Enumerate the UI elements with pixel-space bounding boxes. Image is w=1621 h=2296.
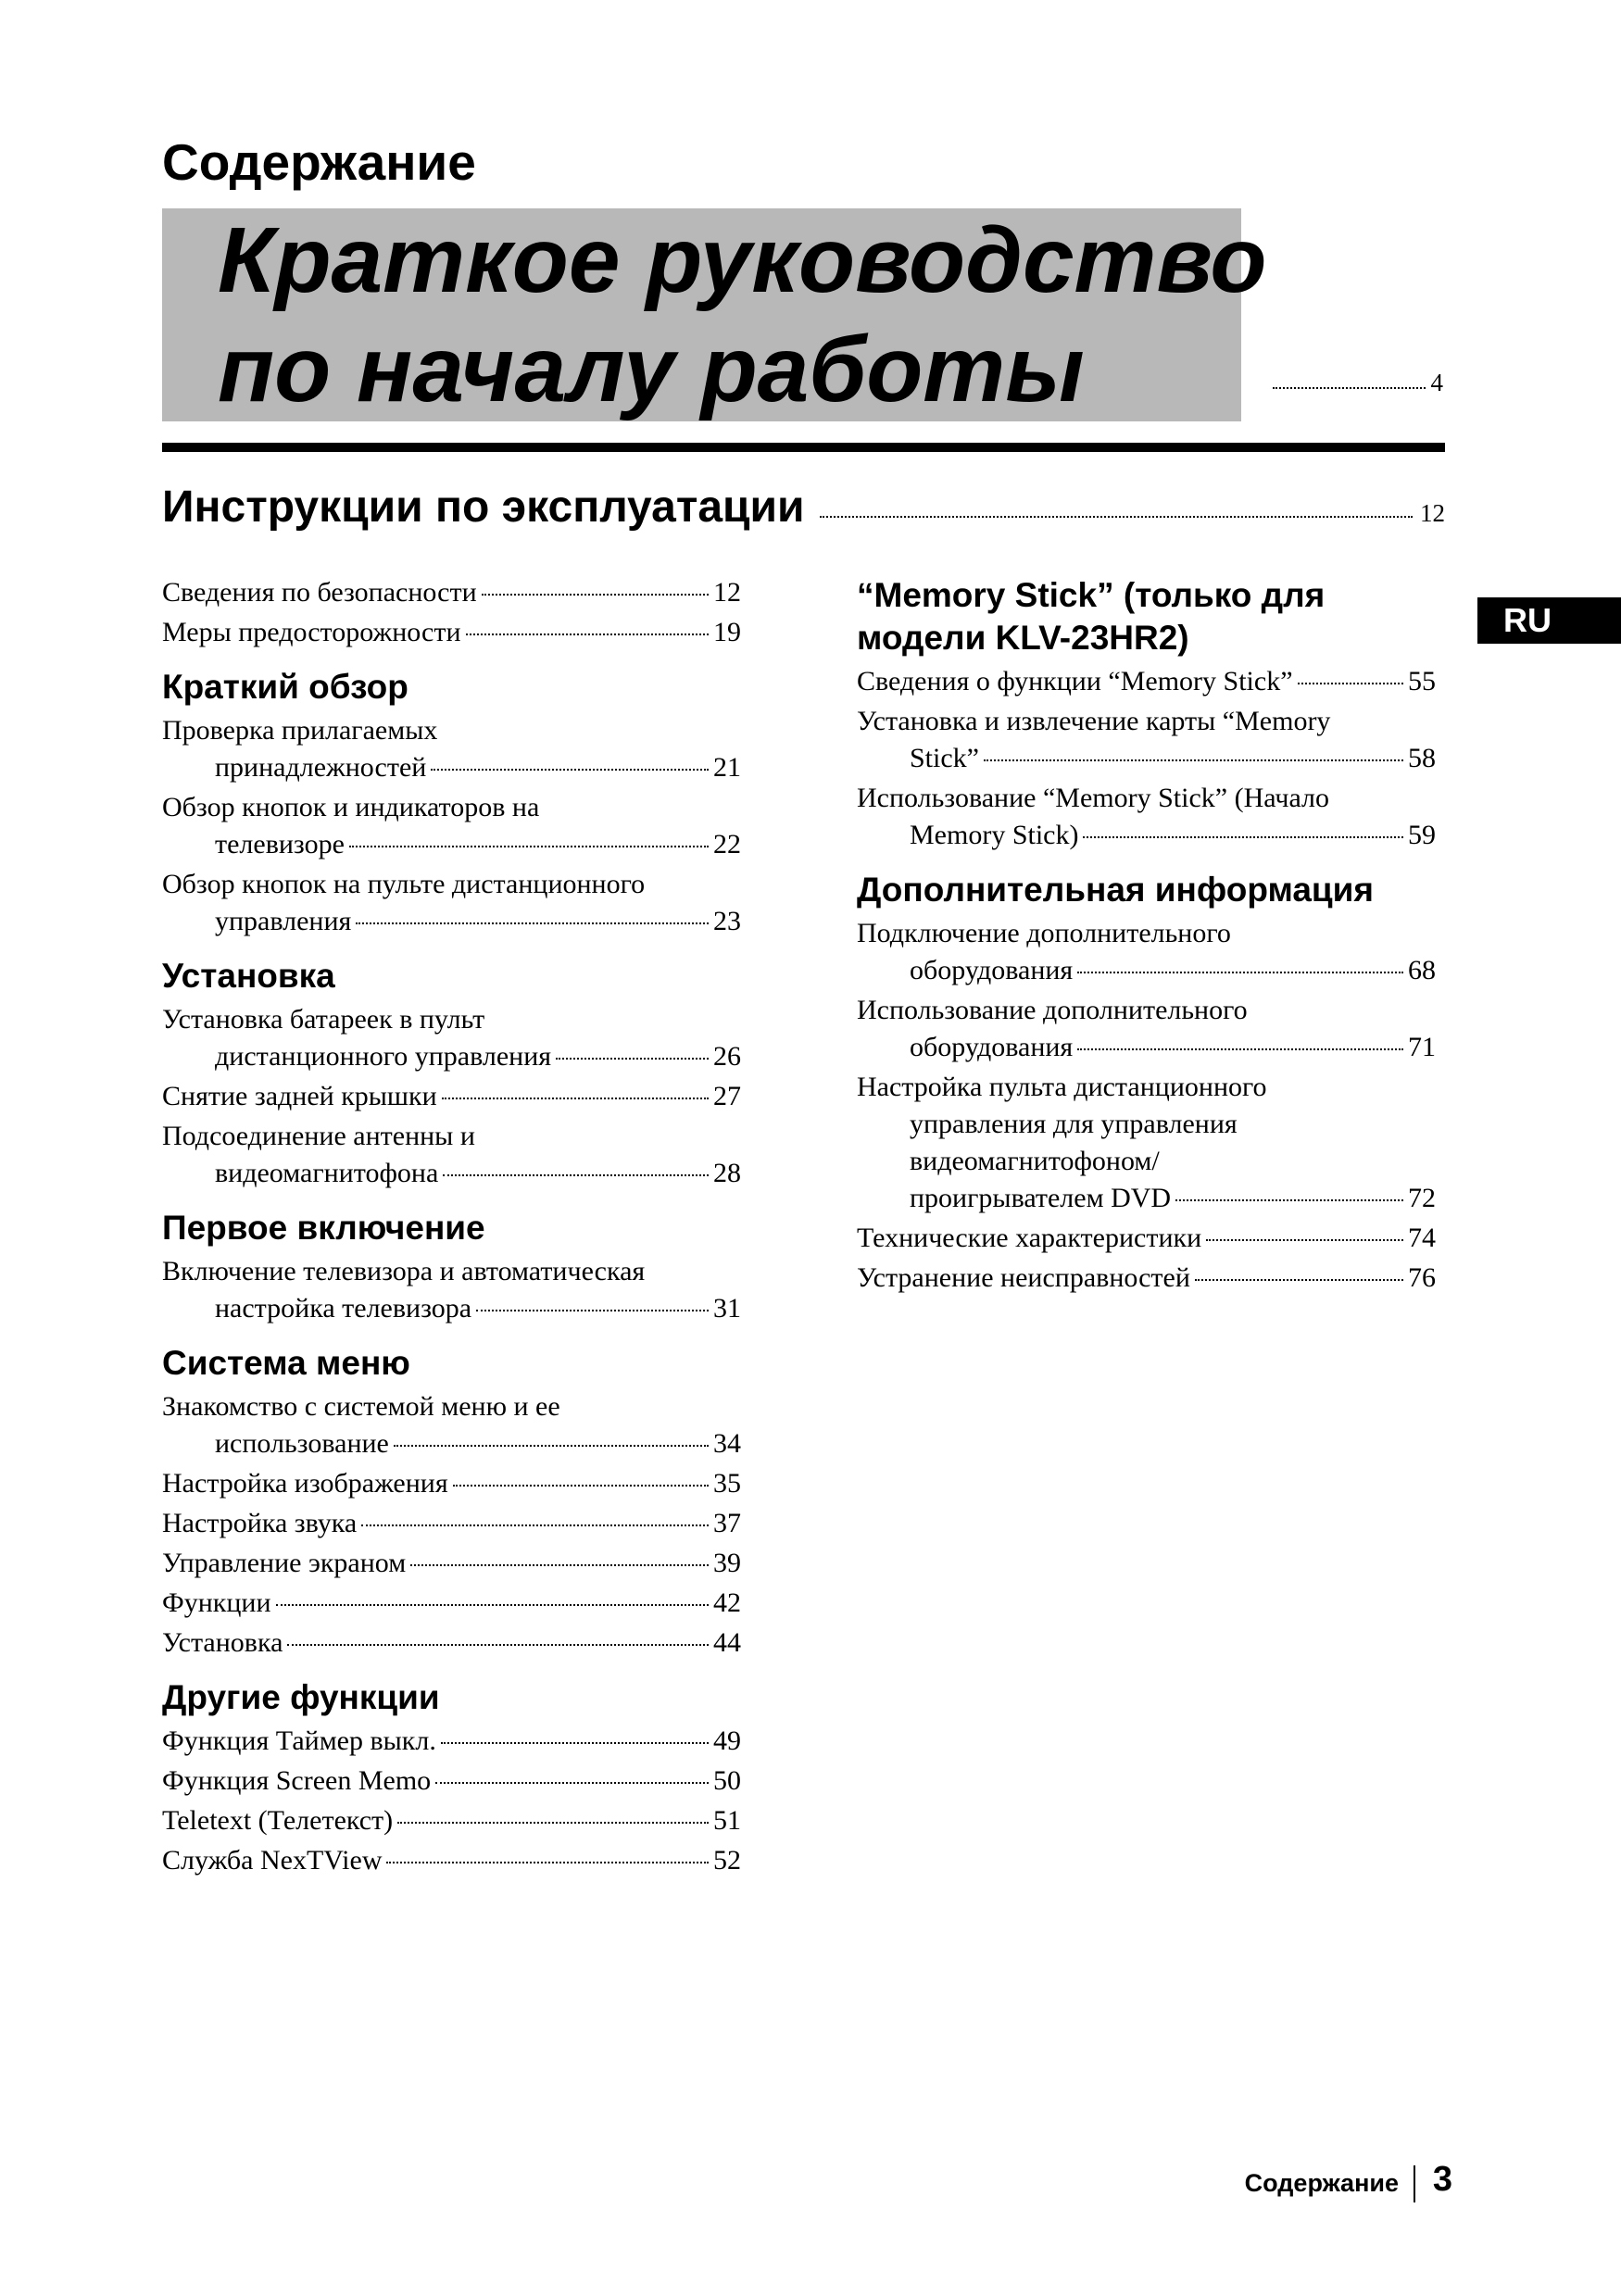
toc-page-number: 23 bbox=[713, 906, 741, 936]
instructions-page-number: 12 bbox=[1420, 499, 1445, 527]
toc-entry[interactable] bbox=[162, 789, 741, 863]
toc-page-number: 21 bbox=[713, 752, 741, 783]
toc-entry-text: Использование дополнительного bbox=[857, 995, 1248, 1025]
toc-entry-text: Служба NexTView bbox=[162, 1845, 383, 1876]
toc-entry-text: Функция Таймер выкл. bbox=[162, 1725, 436, 1756]
dot-leader bbox=[1083, 836, 1403, 838]
dot-leader bbox=[397, 1822, 709, 1824]
dot-leader bbox=[1077, 972, 1403, 973]
toc-entry-text: Технические характеристики bbox=[857, 1223, 1202, 1253]
dot-leader bbox=[984, 759, 1403, 761]
toc-entry-text: управления bbox=[215, 906, 352, 936]
toc-page-number: 27 bbox=[713, 1081, 741, 1111]
toc-page-number: 74 bbox=[1408, 1223, 1436, 1253]
dot-leader bbox=[820, 516, 1413, 518]
toc-right-column bbox=[857, 574, 1436, 1299]
toc-entry-text: Функции bbox=[162, 1587, 271, 1618]
toc-section-heading: Дополнительная информация bbox=[857, 871, 1375, 909]
dot-leader bbox=[386, 1862, 709, 1863]
toc-entry-text: Управление экраном bbox=[162, 1548, 407, 1578]
toc-page-number: 28 bbox=[713, 1158, 741, 1188]
toc-entry-text: Обзор кнопок на пульте дистанционного bbox=[162, 869, 646, 899]
language-tab: RU bbox=[1477, 597, 1621, 644]
instructions-heading-row[interactable] bbox=[162, 483, 1445, 533]
toc-page-number: 52 bbox=[713, 1845, 741, 1876]
quick-guide-page-ref[interactable] bbox=[1269, 369, 1443, 397]
toc-section-heading: Краткий обзор bbox=[162, 668, 408, 706]
footer-page-number: 3 bbox=[1432, 2160, 1452, 2199]
dot-leader bbox=[1206, 1239, 1403, 1241]
toc-entry-text: Установка батареек в пульт bbox=[162, 1004, 485, 1035]
dot-leader bbox=[441, 1742, 709, 1744]
dot-leader bbox=[442, 1098, 709, 1099]
toc-entry-text: Настройка звука bbox=[162, 1508, 358, 1538]
dot-leader bbox=[443, 1174, 709, 1176]
toc-entry-text: дистанционного управления bbox=[215, 1041, 552, 1072]
toc-entry[interactable] bbox=[857, 915, 1436, 989]
dot-leader bbox=[394, 1445, 709, 1447]
toc-entry[interactable] bbox=[162, 1118, 741, 1192]
toc-entry-text: Использование “Memory Stick” (Начало bbox=[857, 783, 1329, 813]
toc-page-number: 55 bbox=[1408, 666, 1436, 696]
toc-entry-text: Подсоединение антенны и bbox=[162, 1121, 475, 1151]
toc-page-number: 72 bbox=[1408, 1183, 1436, 1213]
dot-leader bbox=[349, 846, 709, 847]
toc-entry-text: Установка bbox=[162, 1627, 283, 1658]
dot-leader bbox=[356, 922, 709, 924]
footer-section-label: Содержание bbox=[1244, 2169, 1399, 2197]
toc-entry[interactable] bbox=[162, 1625, 741, 1662]
toc-page-number: 58 bbox=[1408, 743, 1436, 773]
toc-entry-text: Знакомство с системой меню и ее bbox=[162, 1391, 560, 1422]
toc-entry[interactable] bbox=[162, 1723, 741, 1760]
toc-entry[interactable] bbox=[857, 1069, 1436, 1217]
toc-entry-text: Настройка пульта дистанционного bbox=[857, 1072, 1267, 1102]
quick-guide-title-line-1: Краткое руководство bbox=[218, 208, 1267, 312]
toc-page-number: 49 bbox=[713, 1725, 741, 1756]
toc-entry[interactable] bbox=[857, 1260, 1436, 1297]
toc-page-number: 26 bbox=[713, 1041, 741, 1072]
toc-page-number: 19 bbox=[713, 617, 741, 647]
toc-entry-text: телевизоре bbox=[215, 829, 345, 859]
dot-leader bbox=[287, 1644, 709, 1646]
toc-page-number: 35 bbox=[713, 1468, 741, 1499]
toc-page-number: 68 bbox=[1408, 955, 1436, 985]
toc-entry-text: Проверка прилагаемых bbox=[162, 715, 438, 746]
toc-entry[interactable] bbox=[162, 614, 741, 651]
toc-section-heading: Другие функции bbox=[162, 1678, 440, 1716]
toc-entry-text: использование bbox=[215, 1428, 389, 1459]
toc-page-number: 51 bbox=[713, 1805, 741, 1836]
toc-entry[interactable] bbox=[857, 780, 1436, 854]
toc-entry-text: Настройка изображения bbox=[162, 1468, 448, 1499]
toc-entry[interactable] bbox=[857, 703, 1436, 777]
toc-page-number: 12 bbox=[713, 577, 741, 608]
toc-page-number: 34 bbox=[713, 1428, 741, 1459]
footer-separator bbox=[1414, 2165, 1415, 2202]
dot-leader bbox=[476, 1310, 709, 1311]
toc-entry-text: Teletext (Телетекст) bbox=[162, 1805, 394, 1836]
toc-entry-text: Сведения по безопасности bbox=[162, 577, 477, 608]
toc-page-number: 42 bbox=[713, 1587, 741, 1618]
toc-entry-text: Подключение дополнительного bbox=[857, 918, 1231, 948]
dot-leader bbox=[556, 1058, 709, 1060]
toc-page-number: 39 bbox=[713, 1548, 741, 1578]
toc-entry[interactable] bbox=[162, 866, 741, 940]
dot-leader bbox=[1273, 387, 1426, 389]
toc-entry-text: Сведения о функции “Memory Stick” bbox=[857, 666, 1293, 696]
toc-section-heading: Система меню bbox=[162, 1344, 410, 1382]
toc-entry[interactable] bbox=[162, 1802, 741, 1839]
dot-leader bbox=[482, 594, 709, 596]
toc-page-number: 31 bbox=[713, 1293, 741, 1324]
toc-entry[interactable] bbox=[162, 712, 741, 786]
toc-left-column bbox=[162, 574, 741, 1882]
toc-entry[interactable] bbox=[162, 1763, 741, 1800]
toc-entry-text: Меры предосторожности bbox=[162, 617, 461, 647]
toc-page-number: 44 bbox=[713, 1627, 741, 1658]
quick-guide-page-number: 4 bbox=[1430, 369, 1443, 396]
dot-leader bbox=[1175, 1199, 1403, 1201]
dot-leader bbox=[453, 1485, 709, 1487]
instructions-heading: Инструкции по эксплуатации bbox=[162, 483, 805, 532]
toc-entry-text: оборудования bbox=[910, 1032, 1074, 1062]
toc-page-number: 37 bbox=[713, 1508, 741, 1538]
toc-page-number: 76 bbox=[1408, 1262, 1436, 1293]
toc-entry[interactable] bbox=[162, 574, 741, 611]
toc-entry-text: Обзор кнопок и индикаторов на bbox=[162, 792, 540, 822]
dot-leader bbox=[1298, 683, 1403, 684]
toc-entry[interactable] bbox=[162, 1078, 741, 1115]
toc-section-heading: Установка bbox=[162, 957, 335, 995]
toc-entry-text: управления для управления bbox=[910, 1109, 1238, 1139]
toc-entry-text: Установка и извлечение карты “Memory bbox=[857, 706, 1331, 736]
page-title: Содержание bbox=[162, 133, 476, 191]
toc-entry-text: Включение телевизора и автоматическая bbox=[162, 1256, 646, 1286]
toc-entry-text: настройка телевизора bbox=[215, 1293, 472, 1324]
dot-leader bbox=[410, 1564, 709, 1566]
dot-leader bbox=[435, 1782, 709, 1784]
toc-section-heading: “Memory Stick” (только для модели KLV-23HR2) bbox=[857, 576, 1326, 657]
toc-entry-text: Снятие задней крышки bbox=[162, 1081, 437, 1111]
toc-entry-text: Устранение неисправностей bbox=[857, 1262, 1190, 1293]
toc-entry-text: принадлежностей bbox=[215, 752, 427, 783]
section-divider bbox=[162, 443, 1445, 452]
dot-leader bbox=[1195, 1279, 1403, 1281]
dot-leader bbox=[276, 1604, 710, 1606]
toc-entry[interactable] bbox=[857, 663, 1436, 700]
toc-entry[interactable] bbox=[162, 1001, 741, 1075]
toc-page-number: 22 bbox=[713, 829, 741, 859]
toc-entry[interactable] bbox=[162, 1465, 741, 1502]
toc-entry[interactable] bbox=[162, 1253, 741, 1327]
toc-entry[interactable] bbox=[857, 992, 1436, 1066]
toc-page-number: 71 bbox=[1408, 1032, 1436, 1062]
dot-leader bbox=[466, 634, 709, 635]
toc-entry-text: Memory Stick) bbox=[910, 820, 1079, 850]
toc-entry[interactable] bbox=[162, 1545, 741, 1582]
toc-entry-text: видеомагнитофоном/ bbox=[910, 1146, 1160, 1176]
toc-entry[interactable] bbox=[162, 1505, 741, 1542]
toc-entry-text: Функция Screen Memo bbox=[162, 1765, 432, 1796]
toc-entry-text: видеомагнитофона bbox=[215, 1158, 439, 1188]
toc-entry-text: оборудования bbox=[910, 955, 1074, 985]
toc-section-heading: Первое включение bbox=[162, 1209, 485, 1247]
toc-page-number: 59 bbox=[1408, 820, 1436, 850]
toc-entry[interactable] bbox=[162, 1585, 741, 1622]
page-footer bbox=[1223, 2158, 1464, 2204]
dot-leader bbox=[1077, 1048, 1403, 1050]
toc-page-number: 50 bbox=[713, 1765, 741, 1796]
quick-guide-title-line-2: по началу работы bbox=[218, 318, 1085, 421]
toc-entry-text: проигрывателем DVD bbox=[910, 1183, 1172, 1213]
toc-entry[interactable] bbox=[162, 1842, 741, 1879]
dot-leader bbox=[361, 1524, 709, 1526]
toc-entry[interactable] bbox=[857, 1220, 1436, 1257]
toc-entry[interactable] bbox=[162, 1388, 741, 1462]
dot-leader bbox=[431, 769, 709, 771]
quick-guide-banner bbox=[162, 208, 1267, 421]
toc-entry-text: Stick” bbox=[910, 743, 979, 773]
